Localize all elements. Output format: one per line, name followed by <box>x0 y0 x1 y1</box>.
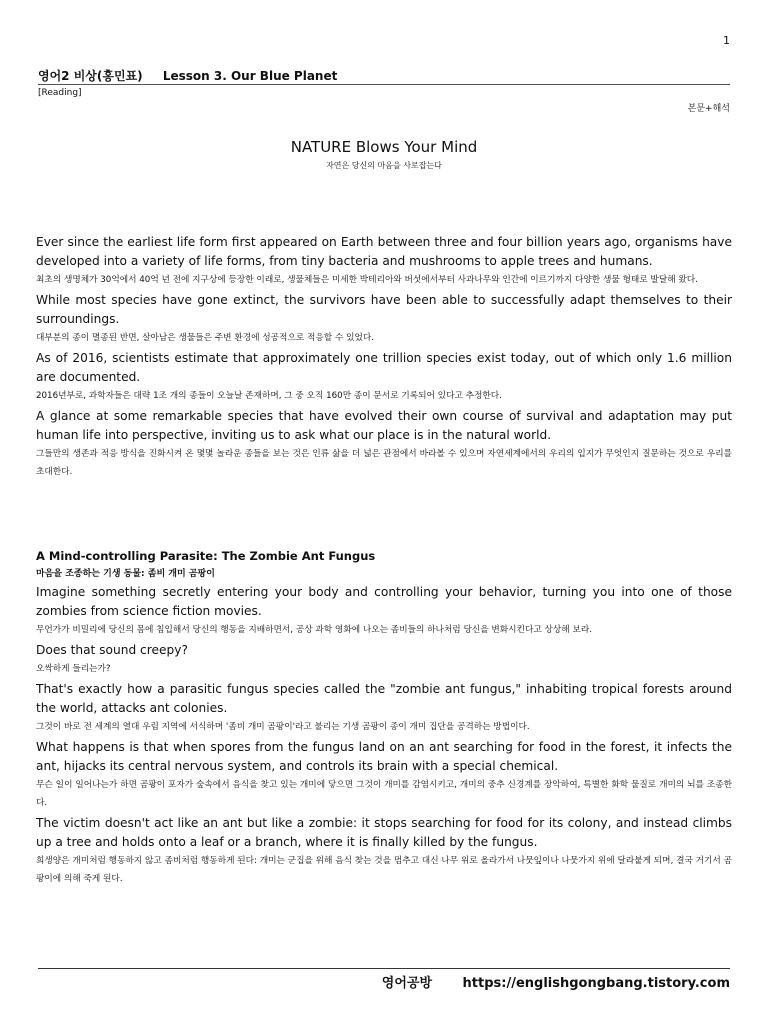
section-en-2: Does that sound creepy? <box>36 643 188 657</box>
section-ko-3: 그것이 바로 전 세계의 열대 우림 지역에 서식하며 '좀비 개미 곰팡이'라고 불리는 기생 곰팡이 종이 개미 집단을 공격하는 방법이다. <box>36 722 530 732</box>
lesson-label: Lesson 3. Our Blue Planet <box>162 69 338 83</box>
intro-ko-4: 그들만의 생존과 적응 방식을 진화시켜 온 몇몇 놀라운 종들을 보는 것은 인류 삶을 더 넓은 관점에서 바라볼 수 있으며 자연세계에서의 우리의 입지가 무엇인지 질문하는 것으로 우리를 초대한다. <box>36 449 732 477</box>
footer-brand: 영어공방 <box>381 976 433 991</box>
section-tag: [Reading] <box>38 88 82 98</box>
section-ko-5: 희생양은 개미처럼 행동하지 않고 좀비처럼 행동하게 된다: 개미는 군집을 위해 음식 찾는 것을 멈추고 대신 나무 위로 올라가서 나뭇잎이나 나뭇가지 위에 달라붙게 되며, 결국 거기서 곰팡이에 의해 죽게 된다. <box>36 856 732 884</box>
section-heading: A Mind-controlling Parasite: The Zombie Ant Fungus <box>36 549 376 563</box>
intro-en-2: While most species have gone extinct, the survivors have been able to successfully adapt themselves to their surroundings. <box>36 293 732 326</box>
intro-ko-2: 대부분의 종이 멸종된 반면, 살아남은 생물들은 주변 환경에 성공적으로 적응할 수 있었다. <box>36 333 375 343</box>
textbook-label: 영어2 비상(홍민표) <box>38 69 143 83</box>
section-spacer <box>36 483 732 547</box>
page-subtitle: 자연은 당신의 마음을 사로잡는다 <box>326 161 442 170</box>
section-en-1: Imagine something secretly entering your body and controlling your behavior, turning you into one of those zombies from science fiction movies. <box>36 585 732 618</box>
content-type-tag: 본문+해석 <box>687 104 730 114</box>
main-content <box>36 233 732 890</box>
section-heading-ko: 마음을 조종하는 기생 동물: 좀비 개미 곰팡이 <box>36 569 215 579</box>
section-ko-4: 무슨 일이 일어나는가 하면 곰팡이 포자가 숲속에서 음식을 찾고 있는 개미에 닿으면 그것이 개미를 감염시키고, 개미의 중추 신경계를 장악하여, 특별한 화학 물질로 개미의 뇌를 조종한다. <box>36 780 732 808</box>
page-title: NATURE Blows Your Mind <box>290 138 478 156</box>
header-divider <box>38 84 730 85</box>
section-en-3: That's exactly how a parasitic fungus species called the "zombie ant fungus," inhabiting tropical forests around the world, attacks ant colonies. <box>36 682 732 715</box>
footer-url: https://englishgongbang.tistory.com <box>462 976 730 991</box>
section-ko-1: 무언가가 비밀리에 당신의 몸에 침입해서 당신의 행동을 지배하면서, 공상 과학 영화에 나오는 좀비들의 하나처럼 당신을 변화시킨다고 상상해 보라. <box>36 625 592 635</box>
intro-en-4: A glance at some remarkable species that have evolved their own course of survival and adaptation may put human life into perspective, inviting us to ask what our place is in the natural world. <box>36 409 732 442</box>
section-en-4: What happens is that when spores from the fungus land on an ant searching for food in the forest, it infects the ant, hijacks its central nervous system, and controls its brain with a special chemical. <box>36 740 732 773</box>
intro-ko-3: 2016년부로, 과학자들은 대략 1조 개의 종들이 오늘날 존재하며, 그 중 오직 160만 종이 문서로 기록되어 있다고 추정한다. <box>36 391 502 401</box>
page-number: 1 <box>723 34 730 47</box>
section-ko-2: 오싹하게 들리는가? <box>36 664 111 674</box>
intro-en-3: As of 2016, scientists estimate that approximately one trillion species exist today, out of which only 1.6 million are documented. <box>36 351 732 384</box>
page-footer <box>382 972 730 991</box>
footer-divider <box>38 968 730 969</box>
intro-ko-1: 최초의 생명체가 30억에서 40억 년 전에 지구상에 등장한 이래로, 생물체들은 미세한 박테리아와 버섯에서부터 사과나무와 인간에 이르기까지 다양한 생물 형태로 발달해 왔다. <box>36 275 698 285</box>
document-header <box>38 67 337 84</box>
intro-en-1: Ever since the earliest life form first appeared on Earth between three and four billion years ago, organisms have developed into a variety of life forms, from tiny bacteria and mushrooms to apple trees and humans. <box>36 235 732 268</box>
section-en-5: The victim doesn't act like an ant but like a zombie: it stops searching for food for its colony, and instead climbs up a tree and holds onto a leaf or a branch, where it is finally killed by the fungus. <box>36 816 732 849</box>
